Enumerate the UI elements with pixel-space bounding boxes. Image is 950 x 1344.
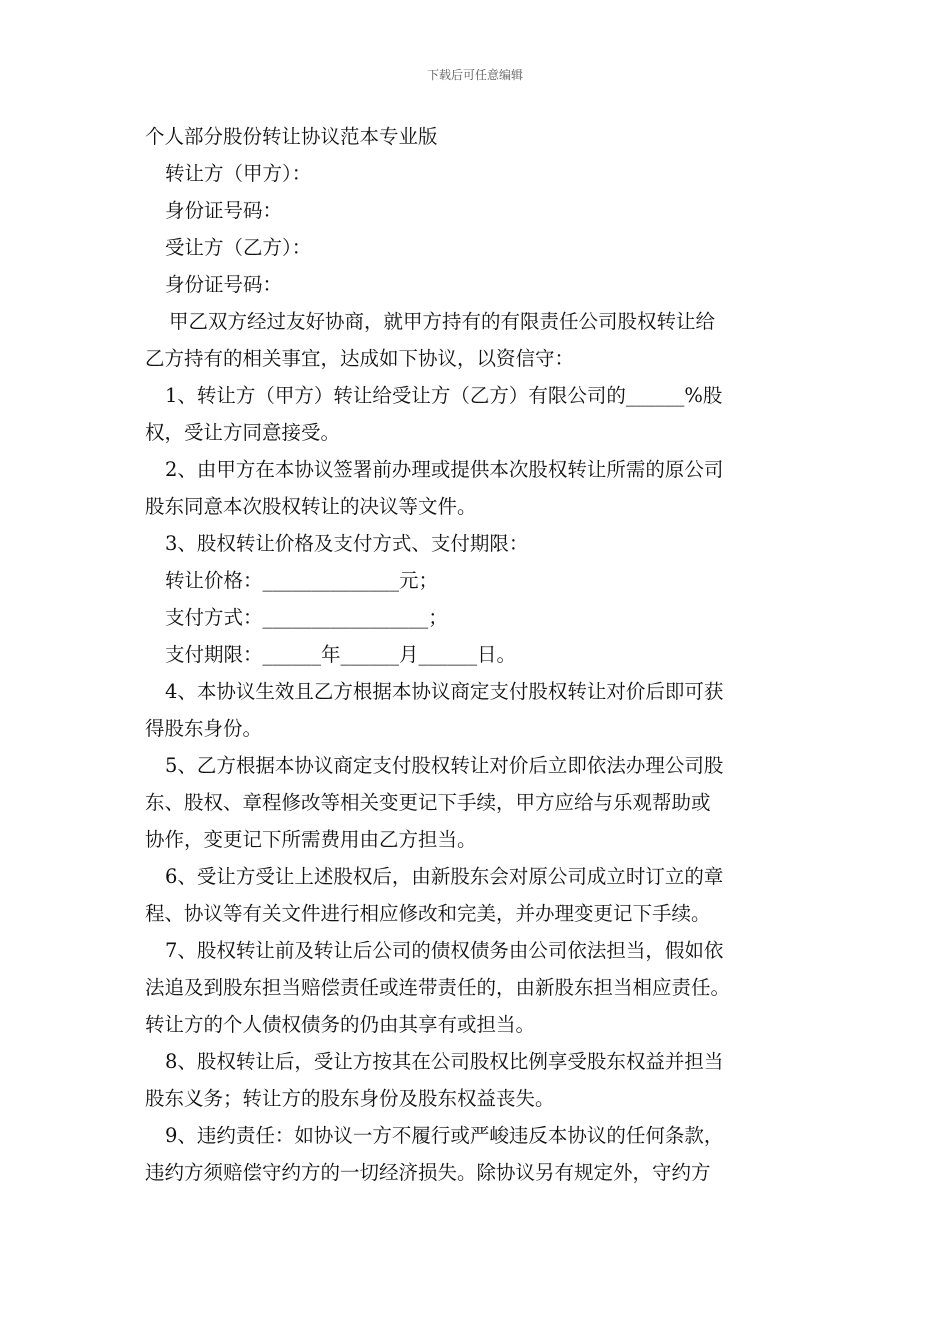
field-transferee-id: 身份证号码： [165,273,283,296]
document-body [145,118,813,1191]
clause-7-line: 转让方的个人债权债务的仍由其享有或担当。 [145,1013,536,1036]
field-transferor-id: 身份证号码： [165,199,283,222]
clause-9-line: 9、违约责任：如协议一方不履行或严峻违反本协议的任何条款， [165,1124,724,1147]
clause-5-line: 协作，变更记下所需费用由乙方担当。 [145,828,477,851]
clause-6-line: 程、协议等有关文件进行相应修改和完美，并办理变更记下手续。 [145,902,711,925]
clause-4-line: 得股东身份。 [145,717,263,740]
intro-line: 甲乙双方经过友好协商，就甲方持有的有限责任公司股权转让给 [169,310,716,333]
document-title: 个人部分股份转让协议范本专业版 [145,125,438,148]
clause-3-method: 支付方式：_________________； [165,606,448,629]
clause-4-line: 4、本协议生效且乙方根据本协议商定支付股权转让对价后即可获 [165,680,724,703]
clause-6-line: 6、受让方受让上述股权后，由新股东会对原公司成立时订立的章 [165,865,724,888]
clause-5-line: 5、乙方根据本协议商定支付股权转让对价后立即依法办理公司股 [165,754,724,777]
intro-line: 乙方持有的相关事宜，达成如下协议，以资信守： [145,347,575,370]
field-transferor: 转让方（甲方）： [165,162,312,185]
field-transferee: 受让方（乙方）： [165,236,312,259]
clause-8-line: 股东义务；转让方的股东身份及股东权益丧失。 [145,1087,555,1110]
clause-3-price: 转让价格：______________元； [165,569,439,592]
clause-2-line: 股东同意本次股权转让的决议等文件。 [145,495,477,518]
clause-3-heading: 3、股权转让价格及支付方式、支付期限： [165,532,529,555]
clause-2-line: 2、由甲方在本协议签署前办理或提供本次股权转让所需的原公司 [165,458,724,481]
clause-7-line: 法追及到股东担当赔偿责任或连带责任的，由新股东担当相应责任。 [145,976,731,999]
clause-8-line: 8、股权转让后，受让方按其在公司股权比例享受股东权益并担当 [165,1050,724,1073]
clause-5-line: 东、股权、章程修改等相关变更记下手续，甲方应给与乐观帮助或 [145,791,711,814]
clause-3-term: 支付期限：______年______月______日。 [165,643,517,666]
clause-1-line: 权，受让方同意接受。 [145,421,341,444]
page-header: 下载后可任意编辑 [426,68,523,82]
clause-9-line: 违约方须赔偿守约方的一切经济损失。除协议另有规定外，守约方 [145,1161,711,1184]
clause-1-line: 1、转让方（甲方）转让给受让方（乙方）有限公司的______%股 [165,384,723,407]
clause-7-line: 7、股权转让前及转让后公司的债权债务由公司依法担当，假如依 [165,939,724,962]
